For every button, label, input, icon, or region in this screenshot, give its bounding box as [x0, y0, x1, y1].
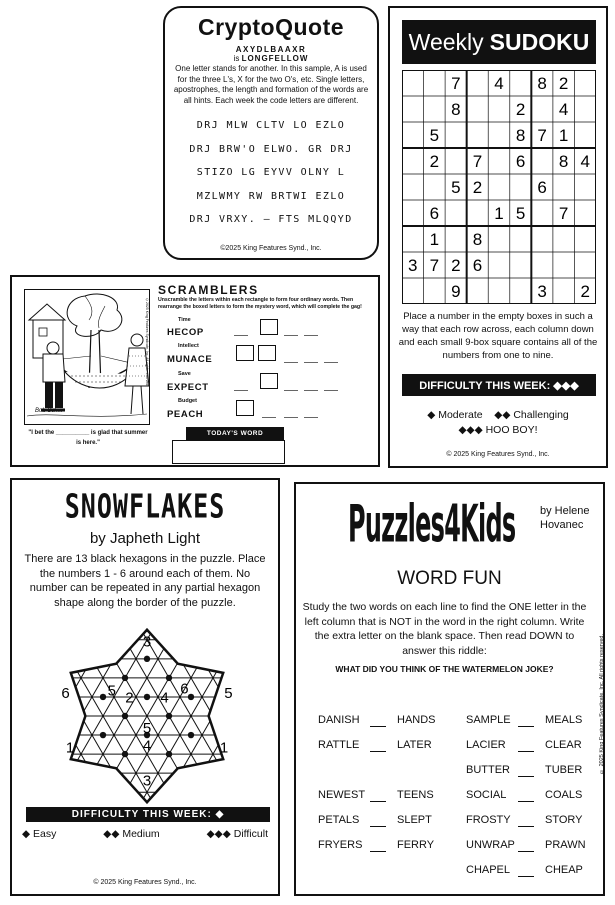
scramblers-letter-blank[interactable]: [324, 389, 338, 391]
sudoku-given-number: 5: [451, 178, 461, 197]
puzzles4kids-instructions: Study the two words on each line to find the ONE letter in the left column that is NOT in the word in the right column. Write the extra letter on the blank space. Then read DOWN to answer this riddle:: [302, 601, 587, 657]
sudoku-instructions: Place a number in the empty boxes in such a way that each row across, each column down and each small 9-box square contains all of the numbers from one to nine.: [398, 311, 598, 361]
snowflakes-black-hexagon: [166, 713, 172, 719]
word-pair-left-word: FRYERS: [318, 839, 363, 851]
scramblers-word: PEACH: [167, 409, 204, 420]
word-pair-right-word: MEALS: [545, 714, 583, 726]
scramblers-letter-blank[interactable]: [304, 389, 318, 391]
sudoku-given-number: 5: [429, 126, 440, 145]
word-pair-blank[interactable]: [518, 826, 534, 827]
snowflakes-given-number: 4: [142, 737, 152, 755]
puzzles4kids-panel: [294, 482, 605, 896]
snowflakes-black-hexagon: [100, 732, 106, 738]
snowflakes-given-number: 3: [142, 633, 152, 651]
word-pair-right-word: HANDS: [397, 714, 436, 726]
snowflakes-black-hexagon: [122, 675, 128, 681]
sudoku-given-number: 2: [472, 178, 483, 197]
scramblers-letter-blank[interactable]: [284, 416, 298, 418]
word-pair-blank[interactable]: [518, 851, 534, 852]
sudoku-level-moderate: ◆ Moderate: [427, 409, 483, 421]
sudoku-given-number: 8: [515, 126, 526, 145]
scramblers-todays-word-box[interactable]: [172, 440, 285, 464]
sudoku-given-number: 7: [429, 256, 440, 275]
scramblers-clue: Save: [178, 371, 191, 377]
puzzles4kids-logo: Puzzles4Kids: [348, 494, 516, 554]
puzzles4kids-author: by Helene Hovanec: [540, 505, 590, 531]
scramblers-clue: Budget: [178, 398, 197, 404]
snowflakes-black-hexagon: [100, 694, 106, 700]
scramblers-boxed-letter[interactable]: [258, 345, 276, 361]
scramblers-cartoon: [24, 289, 150, 425]
sudoku-title-bold: SUDOKU: [489, 28, 590, 55]
word-pair-blank[interactable]: [370, 851, 386, 852]
snowflakes-puzzle-grid: [12, 626, 282, 806]
word-pair-right-word: TEENS: [397, 789, 434, 801]
snowflakes-black-hexagon: [188, 732, 194, 738]
sudoku-given-number: 8: [558, 152, 569, 171]
cryptoquote-line: DRJ MLW CLTV LO EZLO: [196, 120, 346, 131]
word-pair-blank[interactable]: [370, 826, 386, 827]
cryptoquote-line: MZLWMY RW BRTWI EZLO: [196, 190, 346, 202]
snowflakes-description: There are 13 black hexagons in the puzzle. Place the numbers 1 - 6 around each of them. No number can be repeated in any partial hexagon shape along the border of the puzzle.: [24, 553, 266, 609]
cryptoquote-copyright: ©2025 King Features Synd., Inc.: [220, 245, 322, 252]
snowflakes-given-number: 3: [142, 772, 152, 790]
word-pair-blank[interactable]: [518, 801, 534, 802]
word-pair-right-word: LATER: [397, 739, 432, 751]
word-pair-blank[interactable]: [370, 801, 386, 802]
snowflakes-copyright: © 2025 King Features Synd., Inc.: [93, 879, 197, 886]
scramblers-letter-blank[interactable]: [284, 334, 298, 336]
word-pair-blank[interactable]: [518, 751, 534, 752]
word-pair-right-word: FERRY: [397, 839, 435, 851]
scramblers-cartoon-illustration: [25, 290, 149, 424]
cryptoquote-line: DRJ BRW'O ELWO. GR DRJ: [189, 143, 353, 155]
sudoku-panel: [388, 6, 608, 468]
sudoku-given-number: 7: [451, 74, 461, 93]
word-pair-right-word: SLEPT: [397, 814, 432, 826]
scramblers-letter-blank[interactable]: [284, 361, 298, 363]
snowflakes-difficulty-legend: [22, 828, 268, 840]
sudoku-given-number: 6: [429, 204, 440, 223]
sudoku-given-number: 4: [558, 100, 569, 119]
sudoku-grid-svg: [402, 70, 596, 304]
sudoku-given-number: 6: [515, 152, 526, 171]
sudoku-title-banner: [402, 20, 596, 64]
scramblers-boxed-letter[interactable]: [260, 319, 278, 335]
scramblers-letter-blank[interactable]: [304, 334, 318, 336]
sudoku-given-number: 3: [537, 282, 547, 301]
sudoku-given-number: 7: [558, 204, 569, 223]
word-pair-left-word: BUTTER: [466, 764, 510, 776]
snowflakes-black-hexagon: [166, 675, 172, 681]
scramblers-word: MUNACE: [167, 354, 213, 365]
sudoku-given-number: 8: [537, 74, 547, 93]
word-pair-left-word: CHAPEL: [466, 864, 511, 876]
word-pair-right-word: CLEAR: [545, 739, 582, 751]
sudoku-title-light: Weekly: [408, 28, 484, 55]
sudoku-given-number: 4: [494, 74, 504, 93]
snowflakes-black-hexagon: [144, 656, 150, 662]
sudoku-given-number: 1: [494, 204, 504, 223]
scramblers-letter-blank[interactable]: [284, 389, 298, 391]
scramblers-caption: "I bet the __________ is glad that summer is here.": [28, 430, 148, 446]
sudoku-given-number: 4: [580, 152, 590, 171]
scramblers-instructions: Unscramble the letters within each rectangle to form four ordinary words. Then rearrange the boxed letters to form the mystery word, which will complete the gag!: [158, 297, 362, 310]
snowflakes-panel: [10, 478, 280, 896]
sudoku-given-number: 8: [451, 100, 461, 119]
sudoku-given-number: 2: [429, 152, 440, 171]
word-pair-left-word: FROSTY: [466, 814, 511, 826]
snowflakes-given-number: 5: [107, 682, 116, 700]
sudoku-given-number: 2: [515, 100, 526, 119]
cryptoquote-title: CryptoQuote: [197, 14, 345, 40]
snowflakes-given-number: 6: [61, 684, 70, 702]
sudoku-given-number: 8: [472, 230, 483, 249]
scramblers-cartoon-credit: ©2025 King Features Syndicate, Inc. All rights reserved.: [145, 298, 149, 387]
snowflakes-given-number: 4: [160, 689, 169, 707]
scramblers-letter-blank[interactable]: [234, 389, 248, 391]
word-pair-blank[interactable]: [518, 726, 534, 727]
scramblers-title: SCRAMBLERS: [158, 283, 259, 297]
scramblers-panel: [10, 275, 380, 467]
snowflakes-given-number: 2: [125, 689, 134, 707]
cryptoquote-panel: [163, 6, 379, 260]
snowflakes-given-number: 5: [142, 719, 152, 737]
word-pair-left-word: PETALS: [318, 814, 360, 826]
scramblers-letter-blank[interactable]: [262, 416, 276, 418]
sudoku-difficulty-legend: [390, 408, 606, 438]
scramblers-letter-blank[interactable]: [234, 334, 248, 336]
scramblers-clue: Intellect: [178, 343, 199, 349]
snowflakes-byline: by Japheth Light: [89, 530, 201, 547]
sudoku-given-number: 3: [408, 256, 418, 275]
snowflakes-black-hexagon: [144, 694, 150, 700]
cryptoquote-description: One letter stands for another. In this sample, A is used for the three L's, X for the two O's, etc. Single letters, apostrophes, the length and formation of the words are all hints. Each week the code letters are different.: [173, 64, 369, 105]
sudoku-given-number: 2: [558, 74, 569, 93]
scramblers-cartoon-signature: Bob Sch...: [35, 408, 63, 414]
word-pair-left-word: SOCIAL: [466, 789, 507, 801]
sudoku-given-number: 6: [537, 178, 547, 197]
word-pair-right-word: TUBER: [545, 764, 583, 776]
scramblers-boxed-letter[interactable]: [236, 345, 254, 361]
scramblers-letter-blank[interactable]: [324, 361, 338, 363]
snowflakes-level-medium: ◆◆ Medium: [103, 828, 160, 840]
word-pair-right-word: STORY: [545, 814, 583, 826]
scramblers-letter-blank[interactable]: [304, 361, 318, 363]
sudoku-given-number: 5: [515, 204, 526, 223]
scramblers-boxed-letter[interactable]: [260, 373, 278, 389]
sudoku-given-number: 1: [558, 126, 569, 145]
word-pair-right-word: PRAWN: [545, 839, 586, 851]
scramblers-word: EXPECT: [167, 382, 209, 393]
snowflakes-black-hexagon: [188, 694, 194, 700]
snowflakes-level-difficult: ◆◆◆ Difficult: [206, 828, 268, 840]
word-pair-blank[interactable]: [518, 776, 534, 777]
word-pair-right-word: CHEAP: [545, 864, 583, 876]
word-pair-left-word: LACIER: [466, 739, 506, 751]
puzzles4kids-riddle: WHAT DID YOU THINK OF THE WATERMELON JOKE?: [335, 664, 554, 674]
word-pair-left-word: DANISH: [318, 714, 360, 726]
scramblers-boxed-letter[interactable]: [236, 400, 254, 416]
snowflakes-title: SNOWFLAKES: [64, 487, 226, 526]
word-pair-left-word: RATTLE: [318, 739, 360, 751]
scramblers-todays-word-label: TODAY'S WORD: [186, 427, 284, 440]
cryptoquote-sample-line: [165, 54, 377, 63]
sudoku-given-number: 6: [472, 256, 483, 275]
word-pair-right-word: COALS: [545, 789, 583, 801]
scramblers-letter-blank[interactable]: [304, 416, 318, 418]
cryptoquote-line: DRJ VRXY. — FTS MLQQYD: [189, 214, 353, 225]
snowflakes-given-number: 6: [180, 680, 189, 698]
sudoku-given-number: 1: [429, 230, 440, 249]
snowflakes-black-hexagon: [122, 751, 128, 757]
sudoku-level-challenging: ◆◆ Challenging: [494, 409, 569, 421]
snowflakes-black-hexagon: [166, 751, 172, 757]
sudoku-given-number: 9: [451, 282, 461, 301]
word-pair-left-word: NEWEST: [318, 789, 366, 801]
word-pair-left-word: UNWRAP: [466, 839, 515, 851]
word-pair-left-word: SAMPLE: [466, 714, 511, 726]
word-pair-blank[interactable]: [518, 876, 534, 877]
cryptoquote-sample-is: is: [233, 54, 240, 63]
scramblers-clue: Time: [178, 317, 191, 323]
snowflakes-given-number: 1: [219, 739, 229, 757]
snowflakes-difficulty-bar: DIFFICULTY THIS WEEK: ◆: [26, 807, 270, 822]
sudoku-copyright: © 2025 King Features Synd., Inc.: [446, 451, 550, 458]
sudoku-difficulty-bar: DIFFICULTY THIS WEEK: ◆◆◆: [402, 374, 596, 396]
word-pair-blank[interactable]: [370, 751, 386, 752]
scramblers-word: HECOP: [167, 327, 204, 338]
sudoku-given-number: 2: [451, 256, 461, 275]
snowflakes-given-number: 1: [65, 739, 75, 757]
sudoku-level-hoo-boy: ◆◆◆ HOO BOY!: [458, 424, 538, 436]
sudoku-given-number: 2: [580, 282, 590, 301]
sudoku-grid: [402, 70, 596, 304]
snowflakes-level-easy: ◆ Easy: [22, 828, 57, 840]
cryptoquote-line: STIZO LG EYVV OLNY L: [196, 167, 346, 178]
word-pair-blank[interactable]: [370, 726, 386, 727]
puzzles4kids-side-credit: © 2025 King Features Syndicate, Inc. All rights reserved.: [599, 634, 605, 774]
snowflakes-black-hexagon: [122, 713, 128, 719]
sudoku-given-number: 7: [472, 152, 483, 171]
sudoku-given-number: 7: [537, 126, 547, 145]
cryptoquote-sample-answer: LONGFELLOW: [241, 54, 309, 63]
puzzles4kids-heading: WORD FUN: [397, 568, 502, 589]
cryptoquote-sample-code: AXYDLBAAXR: [235, 45, 307, 54]
snowflakes-given-number: 5: [224, 684, 233, 702]
